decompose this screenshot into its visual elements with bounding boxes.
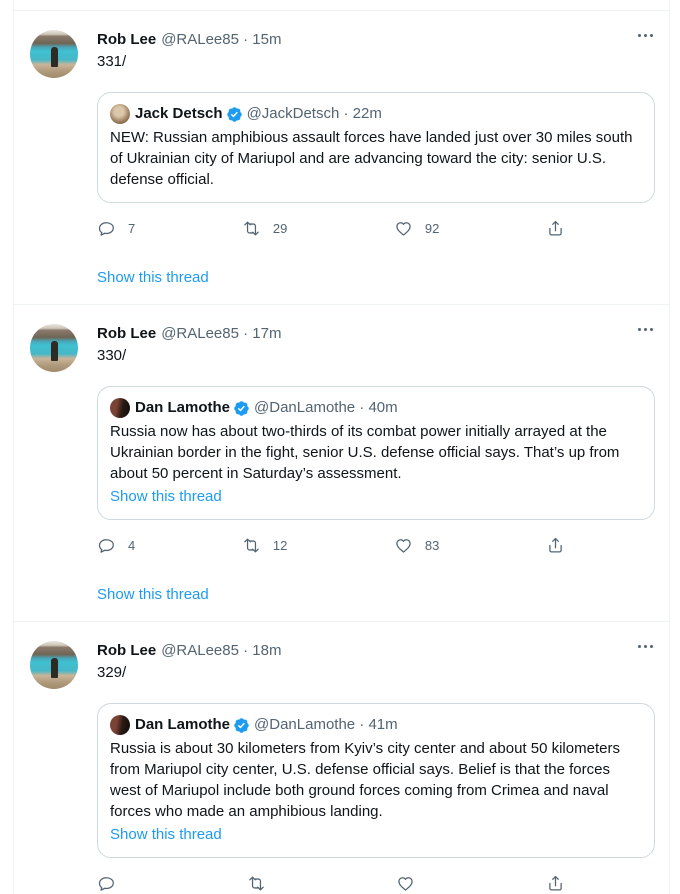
tweet-330[interactable] bbox=[14, 304, 669, 621]
quoted-show-thread-link[interactable]: Show this thread bbox=[110, 488, 222, 505]
reply-icon bbox=[97, 536, 116, 555]
more-icon[interactable] bbox=[636, 324, 655, 335]
tweet-text: 329/ bbox=[97, 664, 127, 681]
share-button[interactable] bbox=[546, 874, 565, 893]
quoted-author-name: Jack Detsch bbox=[135, 105, 223, 122]
author-name[interactable]: Rob Lee bbox=[97, 325, 157, 342]
retweet-icon bbox=[242, 219, 261, 238]
verified-badge-icon bbox=[233, 717, 250, 734]
retweet-button[interactable] bbox=[242, 536, 287, 555]
tweet-329[interactable] bbox=[14, 621, 669, 894]
heart-icon bbox=[394, 219, 413, 238]
share-icon bbox=[546, 874, 565, 893]
more-icon[interactable] bbox=[636, 641, 655, 652]
quoted-show-thread-link[interactable]: Show this thread bbox=[110, 826, 222, 843]
quoted-tweet-danlamothe[interactable] bbox=[97, 703, 655, 858]
reply-button[interactable] bbox=[97, 874, 128, 893]
avatar-roblee[interactable] bbox=[30, 324, 78, 372]
author-name[interactable]: Rob Lee bbox=[97, 642, 157, 659]
quoted-author-name: Dan Lamothe bbox=[135, 716, 231, 733]
reply-count: 4 bbox=[128, 537, 136, 553]
quoted-handle-time: @DanLamothe · 40m bbox=[254, 399, 398, 416]
retweet-icon bbox=[242, 536, 261, 555]
more-icon[interactable] bbox=[636, 30, 655, 41]
like-count: 92 bbox=[424, 220, 440, 236]
retweet-count: 29 bbox=[272, 220, 288, 236]
verified-badge-icon bbox=[233, 400, 250, 417]
quoted-tweet-jackdetsch[interactable] bbox=[97, 92, 655, 203]
like-button[interactable] bbox=[396, 874, 427, 893]
tweet-actions bbox=[97, 219, 565, 238]
like-count: 83 bbox=[424, 537, 440, 553]
reply-button[interactable] bbox=[97, 219, 135, 238]
tweet-actions bbox=[97, 874, 565, 893]
quoted-handle-time: @DanLamothe · 41m bbox=[254, 716, 398, 733]
reply-icon bbox=[97, 219, 116, 238]
show-thread-link[interactable]: Show this thread bbox=[97, 269, 209, 286]
avatar-roblee[interactable] bbox=[30, 30, 78, 78]
tweet-actions bbox=[97, 536, 565, 555]
author-name[interactable]: Rob Lee bbox=[97, 31, 157, 48]
author-handle-time[interactable]: @RALee85 · 18m bbox=[161, 642, 282, 659]
avatar-roblee[interactable] bbox=[30, 641, 78, 689]
previous-tweet-remnant bbox=[14, 0, 669, 10]
heart-icon bbox=[396, 874, 415, 893]
avatar-danlamothe bbox=[110, 398, 130, 418]
quoted-tweet-text: Russia now has about two-thirds of its combat power initially arrayed at the Ukrainian border in the fight, senior U.S. defense official says. That’s up from about 50 percent in Saturday’s assessment. bbox=[110, 423, 620, 482]
feed-column bbox=[13, 0, 670, 894]
like-button[interactable] bbox=[394, 536, 439, 555]
quoted-tweet-text: NEW: Russian amphibious assault forces have landed just over 30 miles south of Ukrainian city of Mariupol and are advancing toward the city: senior U.S. defense official. bbox=[110, 129, 633, 188]
quoted-author-name: Dan Lamothe bbox=[135, 399, 231, 416]
quoted-tweet-text: Russia is about 30 kilometers from Kyiv’s city center and about 50 kilometers from Mariupol city center, U.S. defense official says. Belief is that the forces west of Mariupol include both ground forces coming from Crimea and naval forces who made an amphibious landing. bbox=[110, 740, 620, 820]
retweet-button[interactable] bbox=[247, 874, 278, 893]
reply-count: 7 bbox=[128, 220, 136, 236]
retweet-button[interactable] bbox=[242, 219, 287, 238]
reply-icon bbox=[97, 874, 116, 893]
show-thread-link[interactable]: Show this thread bbox=[97, 586, 209, 603]
share-button[interactable] bbox=[546, 219, 565, 238]
heart-icon bbox=[394, 536, 413, 555]
tweet-331[interactable] bbox=[14, 10, 669, 304]
quoted-tweet-danlamothe[interactable] bbox=[97, 386, 655, 520]
author-handle-time[interactable]: @RALee85 · 15m bbox=[161, 31, 282, 48]
avatar-danlamothe bbox=[110, 715, 130, 735]
like-button[interactable] bbox=[394, 219, 439, 238]
reply-button[interactable] bbox=[97, 536, 135, 555]
author-handle-time[interactable]: @RALee85 · 17m bbox=[161, 325, 282, 342]
share-button[interactable] bbox=[546, 536, 565, 555]
tweet-text: 331/ bbox=[97, 53, 127, 70]
tweet-text: 330/ bbox=[97, 347, 127, 364]
quoted-handle-time: @JackDetsch · 22m bbox=[246, 105, 382, 122]
retweet-icon bbox=[247, 874, 266, 893]
verified-badge-icon bbox=[226, 106, 243, 123]
share-icon bbox=[546, 219, 565, 238]
retweet-count: 12 bbox=[272, 537, 288, 553]
share-icon bbox=[546, 536, 565, 555]
avatar-jackdetsch bbox=[110, 104, 130, 124]
